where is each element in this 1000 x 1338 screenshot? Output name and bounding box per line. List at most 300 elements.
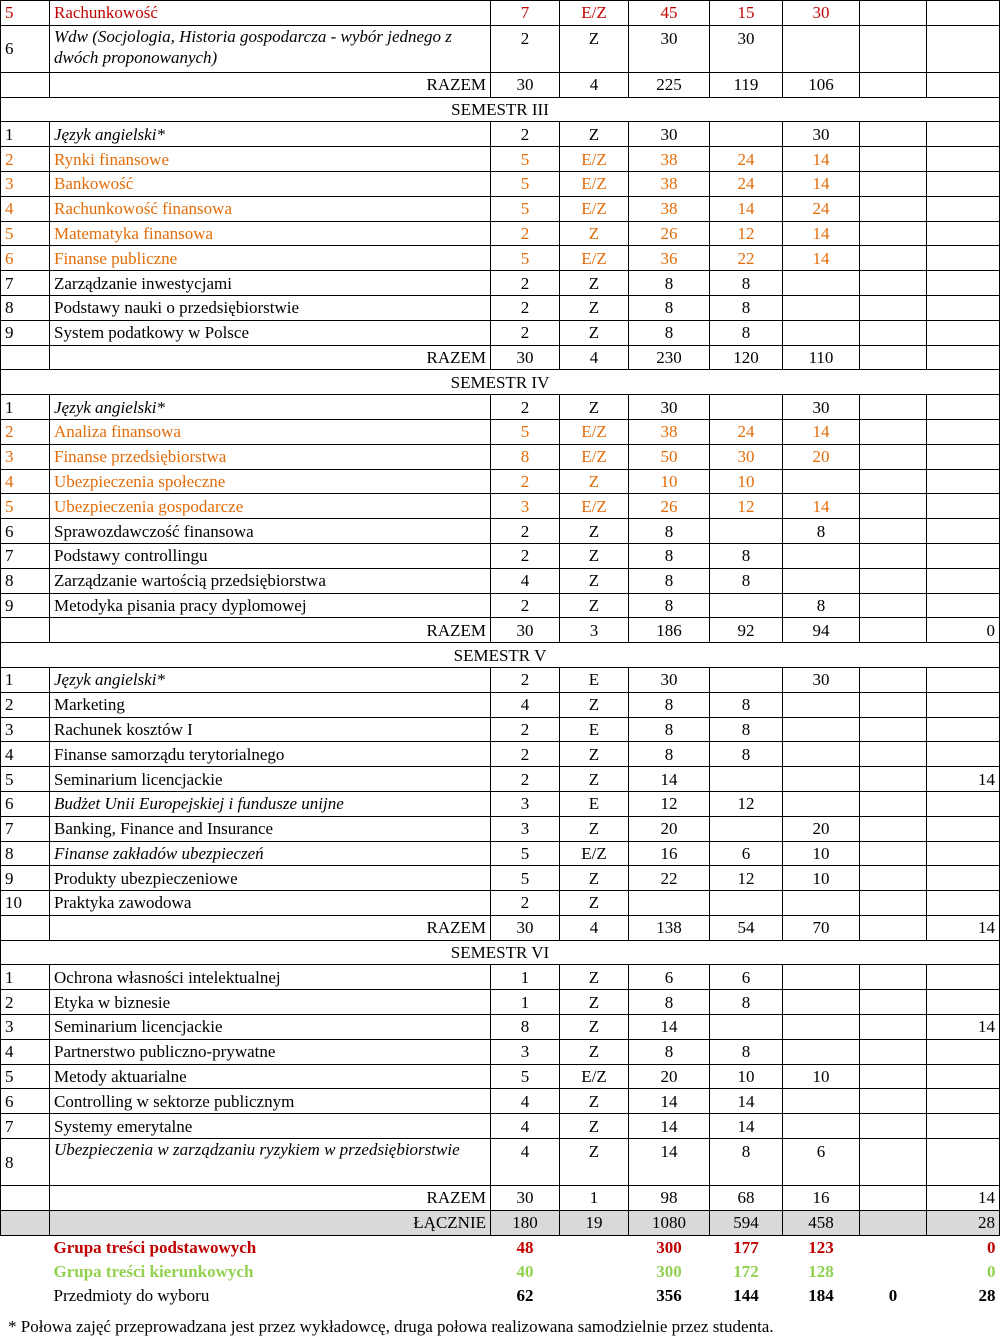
hours-exercise-sum: 110: [783, 345, 860, 370]
course-number: 5: [1, 767, 50, 792]
hours-seminar: [927, 990, 1000, 1015]
hours-seminar-sum: 0: [987, 1261, 996, 1281]
ects-sum: 30: [491, 915, 560, 940]
course-row: [1, 147, 1000, 172]
total-label: RAZEM: [50, 72, 491, 97]
hours-exercise: [783, 965, 860, 990]
exam-count: [560, 1235, 629, 1259]
hours-seminar: [927, 965, 1000, 990]
course-name: Finanse zakładów ubezpieczeń: [50, 841, 491, 866]
course-row: [1, 866, 1000, 891]
hours-total: 14: [629, 767, 710, 792]
ects: 2: [491, 667, 560, 692]
ects: 5: [491, 196, 560, 221]
hours-lecture: 12: [710, 866, 783, 891]
course-number: 7: [1, 271, 50, 296]
ects: 2: [491, 469, 560, 494]
course-name: Ubezpieczenia w zarządzaniu ryzykiem w przedsiębiorstwie: [50, 1139, 491, 1186]
exam-form: Z: [560, 320, 629, 345]
hours-exercise: 30: [783, 122, 860, 147]
course-number: 2: [1, 692, 50, 717]
hours-total-sum: 186: [629, 618, 710, 643]
hours-exercise: 10: [783, 841, 860, 866]
hours-exercise: 8: [783, 593, 860, 618]
summary-label: Grupa treści podstawowych: [53, 1238, 257, 1258]
course-name: Finanse publiczne: [50, 246, 491, 271]
hours-lecture: [710, 891, 783, 916]
hours-total: 16: [629, 841, 710, 866]
exam-form: E/Z: [560, 444, 629, 469]
hours-lab: [860, 593, 927, 618]
course-number: 9: [1, 593, 50, 618]
course-name: Rachunkowość: [50, 1, 491, 26]
hours-lab: [860, 742, 927, 767]
course-name: Podstawy controllingu: [50, 543, 491, 568]
semester-header-row: [1, 643, 1000, 668]
hours-total: 8: [629, 692, 710, 717]
hours-exercise-sum: 16: [783, 1186, 860, 1211]
exam-form: Z: [560, 221, 629, 246]
hours-lab: [860, 196, 927, 221]
exam-form: E/Z: [560, 1, 629, 26]
hours-lab: [860, 667, 927, 692]
ects: 2: [491, 519, 560, 544]
hours-exercise: [783, 891, 860, 916]
hours-exercise: [783, 543, 860, 568]
hours-lecture: 8: [710, 568, 783, 593]
course-number: 3: [1, 717, 50, 742]
ects: 5: [491, 841, 560, 866]
exam-form: Z: [560, 593, 629, 618]
course-number: 9: [1, 866, 50, 891]
hours-total: 45: [629, 1, 710, 26]
hours-total: 8: [629, 568, 710, 593]
exam-form: Z: [560, 469, 629, 494]
hours-total: 8: [629, 320, 710, 345]
hours-lecture: 15: [710, 1, 783, 26]
empty-cell: [1, 72, 50, 97]
hours-total: 8: [629, 295, 710, 320]
course-name: Seminarium licencjackie: [50, 1015, 491, 1040]
hours-total: 22: [629, 866, 710, 891]
hours-lab: [860, 841, 927, 866]
hours-total: 14: [629, 1015, 710, 1040]
ects: 3: [491, 1039, 560, 1064]
exam-form: Z: [560, 866, 629, 891]
course-name: Wdw (Socjologia, Historia gospodarcza - wybór jednego z dwóch proponowanych): [50, 25, 491, 72]
ects: 2: [491, 767, 560, 792]
exam-form: Z: [560, 891, 629, 916]
ects: 2: [491, 122, 560, 147]
hours-total: 8: [629, 271, 710, 296]
course-name: Partnerstwo publiczno-prywatne: [50, 1039, 491, 1064]
ects: 2: [491, 25, 560, 72]
course-number: 5: [1, 221, 50, 246]
exam-form: Z: [560, 25, 629, 72]
hours-seminar: [927, 147, 1000, 172]
course-name: Matematyka finansowa: [50, 221, 491, 246]
ects: 4: [491, 1089, 560, 1114]
hours-exercise-sum: 106: [783, 72, 860, 97]
course-number: 4: [1, 1039, 50, 1064]
hours-exercise: 30: [783, 667, 860, 692]
hours-lab: [860, 767, 927, 792]
hours-seminar: [927, 791, 1000, 816]
hours-total-sum: 138: [629, 915, 710, 940]
ects: 8: [491, 444, 560, 469]
hours-lecture: 6: [710, 965, 783, 990]
exam-form: Z: [560, 1089, 629, 1114]
exam-count: [560, 1283, 629, 1307]
ects: 3: [491, 494, 560, 519]
course-row: [1, 320, 1000, 345]
course-number: 3: [1, 444, 50, 469]
hours-seminar-sum: 14: [927, 915, 1000, 940]
hours-exercise: 14: [783, 419, 860, 444]
course-row: [1, 1114, 1000, 1139]
semester-header-row: [1, 97, 1000, 122]
hours-exercise: 30: [783, 395, 860, 420]
course-number: 7: [1, 816, 50, 841]
exam-form: Z: [560, 1015, 629, 1040]
course-row: [1, 692, 1000, 717]
hours-lecture: 8: [710, 990, 783, 1015]
hours-seminar: [927, 1, 1000, 26]
course-row: [1, 841, 1000, 866]
hours-seminar-sum: [927, 72, 1000, 97]
hours-lecture: 24: [710, 147, 783, 172]
course-number: 1: [1, 965, 50, 990]
hours-lab: [860, 171, 927, 196]
hours-lecture: [710, 122, 783, 147]
hours-total-sum: 225: [629, 72, 710, 97]
course-number: 1: [1, 395, 50, 420]
hours-exercise: [783, 568, 860, 593]
exam-form: Z: [560, 990, 629, 1015]
hours-total: 8: [629, 1039, 710, 1064]
hours-total: [629, 891, 710, 916]
hours-lab: [860, 1114, 927, 1139]
course-name: Controlling w sektorze publicznym: [50, 1089, 491, 1114]
ects: 2: [491, 395, 560, 420]
summary-label: Grupa treści kierunkowych: [53, 1261, 254, 1281]
hours-seminar: [927, 841, 1000, 866]
hours-lecture: 8: [710, 1039, 783, 1064]
hours-exercise: 14: [783, 147, 860, 172]
empty-cell: [1, 1283, 50, 1307]
course-row: [1, 593, 1000, 618]
course-name: Zarządzanie inwestycjami: [50, 271, 491, 296]
hours-exercise: 20: [783, 444, 860, 469]
course-row: [1, 543, 1000, 568]
hours-lecture-sum: 177: [733, 1238, 759, 1258]
course-name: Finanse przedsiębiorstwa: [50, 444, 491, 469]
subtotal-row: [1, 915, 1000, 940]
hours-lab: [860, 122, 927, 147]
grand-total-row: [1, 1210, 1000, 1235]
exam-form: E/Z: [560, 494, 629, 519]
hours-seminar: [927, 444, 1000, 469]
hours-total: 26: [629, 494, 710, 519]
hours-lecture: 12: [710, 791, 783, 816]
course-number: 8: [1, 841, 50, 866]
hours-lecture: [710, 667, 783, 692]
hours-lecture: 6: [710, 841, 783, 866]
ects: 5: [491, 866, 560, 891]
hours-lecture: 8: [710, 543, 783, 568]
exam-form: E/Z: [560, 1064, 629, 1089]
hours-exercise: 24: [783, 196, 860, 221]
hours-seminar: [927, 494, 1000, 519]
exam-count: 4: [560, 72, 629, 97]
course-name: Język angielski*: [50, 395, 491, 420]
hours-lab: [860, 791, 927, 816]
hours-seminar: [927, 519, 1000, 544]
hours-total-sum: 98: [629, 1186, 710, 1211]
hours-seminar: [927, 295, 1000, 320]
hours-lecture: 8: [710, 717, 783, 742]
total-label: RAZEM: [50, 915, 491, 940]
hours-exercise: [783, 767, 860, 792]
semester-header-row: [1, 940, 1000, 965]
hours-lab-sum: [860, 618, 927, 643]
exam-form: E/Z: [560, 246, 629, 271]
hours-exercise: [783, 990, 860, 1015]
exam-count: 1: [560, 1186, 629, 1211]
exam-form: E: [560, 717, 629, 742]
exam-form: E/Z: [560, 147, 629, 172]
hours-lecture: [710, 816, 783, 841]
hours-lecture: 8: [710, 295, 783, 320]
course-number: 1: [1, 667, 50, 692]
hours-total: 50: [629, 444, 710, 469]
hours-seminar-sum: [927, 345, 1000, 370]
hours-lab: [860, 866, 927, 891]
hours-exercise: [783, 295, 860, 320]
course-row: [1, 568, 1000, 593]
course-number: 8: [1, 1139, 50, 1186]
hours-lecture: 8: [710, 692, 783, 717]
hours-seminar: [927, 469, 1000, 494]
hours-exercise: 14: [783, 494, 860, 519]
hours-total: 14: [629, 1139, 710, 1186]
total-label: ŁĄCZNIE: [50, 1210, 491, 1235]
course-name: System podatkowy w Polsce: [50, 320, 491, 345]
exam-form: Z: [560, 692, 629, 717]
hours-total: 14: [629, 1114, 710, 1139]
hours-exercise: 10: [783, 866, 860, 891]
hours-exercise: [783, 271, 860, 296]
course-name: Ochrona własności intelektualnej: [50, 965, 491, 990]
course-number: 4: [1, 742, 50, 767]
course-row: [1, 816, 1000, 841]
course-number: 8: [1, 568, 50, 593]
hours-lecture: 12: [710, 221, 783, 246]
hours-exercise: 14: [783, 221, 860, 246]
hours-exercise: 8: [783, 519, 860, 544]
course-row: [1, 171, 1000, 196]
hours-lab: [860, 320, 927, 345]
hours-lab: [860, 692, 927, 717]
hours-total: 30: [629, 122, 710, 147]
total-label: RAZEM: [50, 345, 491, 370]
hours-total: 8: [629, 543, 710, 568]
hours-total: 20: [629, 816, 710, 841]
course-name: Podstawy nauki o przedsiębiorstwie: [50, 295, 491, 320]
semester-title: SEMESTR VI: [1, 940, 1000, 965]
exam-count: 3: [560, 618, 629, 643]
hours-exercise-sum: 184: [808, 1285, 834, 1305]
exam-count: 4: [560, 915, 629, 940]
hours-lecture: 12: [710, 494, 783, 519]
course-name: Rachunek kosztów I: [50, 717, 491, 742]
course-row: [1, 965, 1000, 990]
course-row: [1, 419, 1000, 444]
hours-lab: [860, 717, 927, 742]
summary-row: [1, 1259, 1000, 1283]
hours-seminar: [927, 866, 1000, 891]
ects: 7: [491, 1, 560, 26]
course-number: 5: [1, 1, 50, 26]
exam-form: Z: [560, 519, 629, 544]
exam-form: Z: [560, 816, 629, 841]
course-row: [1, 25, 1000, 72]
course-row: [1, 667, 1000, 692]
hours-seminar-sum: 28: [978, 1285, 996, 1305]
hours-exercise: [783, 469, 860, 494]
hours-lab: [860, 990, 927, 1015]
hours-exercise: 6: [783, 1139, 860, 1186]
hours-exercise-sum: 458: [783, 1210, 860, 1235]
ects: 2: [491, 271, 560, 296]
hours-seminar: [927, 692, 1000, 717]
hours-lab: [860, 25, 927, 72]
hours-exercise: 30: [783, 1, 860, 26]
hours-seminar: [927, 221, 1000, 246]
hours-lecture: 10: [710, 1064, 783, 1089]
hours-lab-sum: [860, 1210, 927, 1235]
course-row: [1, 1, 1000, 26]
course-number: 9: [1, 320, 50, 345]
hours-seminar: [927, 1039, 1000, 1064]
course-name: Budżet Unii Europejskiej i fundusze unijne: [50, 791, 491, 816]
hours-total: 36: [629, 246, 710, 271]
course-number: 6: [1, 519, 50, 544]
hours-seminar-sum: 0: [927, 618, 1000, 643]
hours-exercise-sum: 123: [808, 1238, 834, 1258]
hours-lecture: 22: [710, 246, 783, 271]
course-number: 3: [1, 1015, 50, 1040]
empty-cell: [1, 618, 50, 643]
hours-lecture: [710, 767, 783, 792]
ects-sum: 30: [491, 345, 560, 370]
hours-lecture-sum: 172: [733, 1261, 759, 1281]
hours-total: 8: [629, 990, 710, 1015]
hours-total-sum: 300: [656, 1238, 682, 1258]
hours-seminar: [927, 891, 1000, 916]
hours-lab: [860, 568, 927, 593]
course-row: [1, 1015, 1000, 1040]
hours-lecture: 14: [710, 1089, 783, 1114]
ects: 4: [491, 1139, 560, 1186]
course-number: 1: [1, 122, 50, 147]
subtotal-row: [1, 618, 1000, 643]
hours-seminar: [927, 246, 1000, 271]
hours-lab: [860, 147, 927, 172]
hours-seminar: [927, 320, 1000, 345]
course-row: [1, 469, 1000, 494]
exam-form: Z: [560, 1114, 629, 1139]
hours-lecture: 30: [710, 444, 783, 469]
hours-exercise: [783, 1114, 860, 1139]
course-number: 6: [1, 1089, 50, 1114]
semester-title: SEMESTR V: [1, 643, 1000, 668]
course-number: 3: [1, 171, 50, 196]
empty-cell: [1, 915, 50, 940]
hours-lab: [860, 419, 927, 444]
hours-lab: [860, 1064, 927, 1089]
hours-total: 38: [629, 419, 710, 444]
hours-lab-sum: [860, 72, 927, 97]
course-name: Analiza finansowa: [50, 419, 491, 444]
hours-seminar: 14: [927, 1015, 1000, 1040]
exam-form: E: [560, 791, 629, 816]
hours-seminar: [927, 271, 1000, 296]
hours-total-sum: 1080: [629, 1210, 710, 1235]
hours-lecture: 14: [710, 196, 783, 221]
hours-total-sum: 300: [656, 1261, 682, 1281]
hours-seminar-sum: 14: [927, 1186, 1000, 1211]
hours-total: 30: [629, 667, 710, 692]
course-row: [1, 990, 1000, 1015]
empty-cell: [1, 1259, 50, 1283]
hours-exercise: 14: [783, 246, 860, 271]
hours-total: 12: [629, 791, 710, 816]
exam-form: Z: [560, 568, 629, 593]
semester-title: SEMESTR III: [1, 97, 1000, 122]
course-number: 7: [1, 1114, 50, 1139]
hours-lecture: 8: [710, 271, 783, 296]
ects: 4: [491, 692, 560, 717]
empty-cell: [1, 1210, 50, 1235]
course-row: [1, 519, 1000, 544]
course-number: 6: [1, 25, 50, 72]
hours-lecture-sum: 54: [710, 915, 783, 940]
course-number: 10: [1, 891, 50, 916]
hours-total: 8: [629, 742, 710, 767]
total-label: RAZEM: [50, 1186, 491, 1211]
hours-lab: [860, 816, 927, 841]
exam-count: 19: [560, 1210, 629, 1235]
empty-cell: [1, 1186, 50, 1211]
course-row: [1, 742, 1000, 767]
hours-lab: [860, 543, 927, 568]
ects: 5: [491, 419, 560, 444]
hours-seminar: [927, 543, 1000, 568]
course-number: 2: [1, 147, 50, 172]
exam-form: Z: [560, 122, 629, 147]
hours-seminar-sum: 0: [987, 1238, 996, 1258]
course-row: [1, 221, 1000, 246]
exam-form: E/Z: [560, 419, 629, 444]
course-name: Ubezpieczenia gospodarcze: [50, 494, 491, 519]
hours-lab-sum: [860, 345, 927, 370]
hours-total: 8: [629, 519, 710, 544]
ects: 4: [491, 1114, 560, 1139]
hours-lab: [860, 494, 927, 519]
hours-exercise: [783, 1039, 860, 1064]
hours-lecture: [710, 1015, 783, 1040]
